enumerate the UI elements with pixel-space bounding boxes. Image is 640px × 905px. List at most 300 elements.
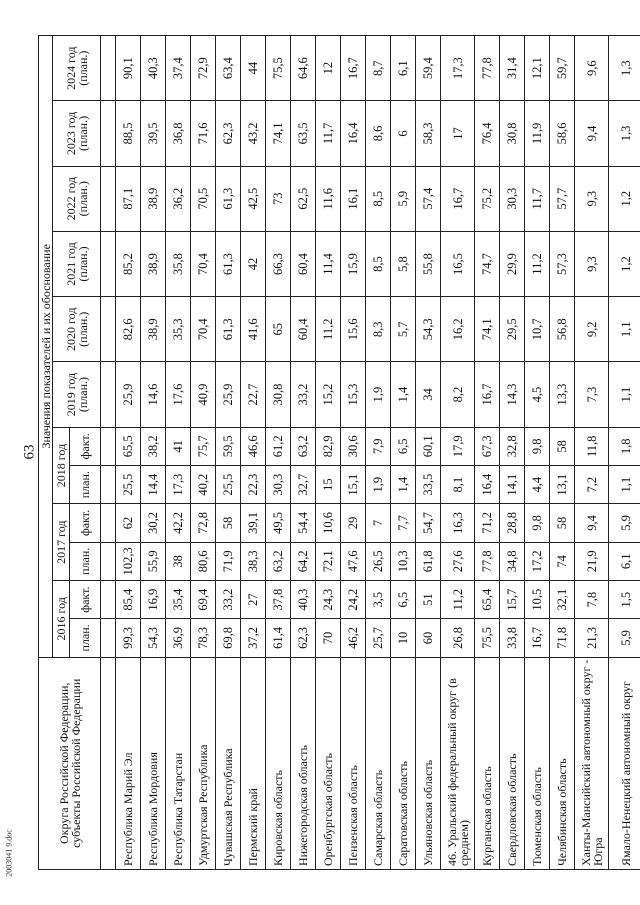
header-year-2020: 2020 год (план.)	[53, 297, 101, 362]
value-cell: 38,2	[141, 427, 166, 465]
value-cell: 6	[391, 101, 416, 166]
value-cell: 40,9	[191, 362, 216, 427]
value-cell: 62,3	[216, 101, 241, 166]
value-cell: 82,6	[116, 297, 141, 362]
value-cell: 17,3	[441, 36, 475, 101]
value-cell: 8,5	[366, 166, 391, 231]
value-cell: 8,3	[366, 297, 391, 362]
value-cell: 87,1	[116, 166, 141, 231]
region-name: Республика Мордовия	[141, 657, 166, 869]
value-cell: 8,2	[441, 362, 475, 427]
value-cell: 39,5	[141, 101, 166, 166]
value-cell: 61,3	[216, 297, 241, 362]
value-cell: 72,1	[316, 542, 341, 580]
table-row	[191, 36, 216, 870]
value-cell: 65,5	[116, 427, 141, 465]
header-row-1	[39, 36, 53, 870]
value-cell: 5,9	[391, 166, 416, 231]
value-cell: 11,2	[525, 231, 550, 296]
value-cell: 29,5	[500, 297, 525, 362]
value-cell: 40,3	[291, 580, 316, 618]
region-name: Саратовская область	[391, 657, 416, 869]
header-values-title: Значения показателей и их обоснование	[39, 36, 53, 658]
value-cell: 70,4	[191, 231, 216, 296]
region-name: Пермский край	[241, 657, 266, 869]
value-cell: 47,6	[341, 542, 366, 580]
table-row	[441, 36, 475, 870]
value-cell: 1,5	[609, 580, 640, 618]
value-cell: 8,7	[366, 36, 391, 101]
value-cell: 17	[441, 101, 475, 166]
value-cell: 90,1	[116, 36, 141, 101]
table-row	[141, 36, 166, 870]
value-cell: 9,8	[525, 504, 550, 542]
value-cell: 54,4	[291, 504, 316, 542]
value-cell: 16,1	[341, 166, 366, 231]
value-cell: 76,4	[475, 101, 500, 166]
region-name: 46. Уральский федеральный округ (в среднем)	[441, 657, 475, 869]
value-cell: 57,4	[416, 166, 441, 231]
value-cell: 7	[366, 504, 391, 542]
value-cell: 78,3	[191, 619, 216, 657]
value-cell: 46,6	[241, 427, 266, 465]
value-cell: 71,2	[475, 504, 500, 542]
value-cell: 85,2	[116, 231, 141, 296]
value-cell: 15,1	[341, 465, 366, 503]
value-cell: 17,3	[166, 465, 191, 503]
value-cell: 70	[316, 619, 341, 657]
value-cell: 99,3	[116, 619, 141, 657]
value-cell: 9,4	[575, 101, 609, 166]
value-cell: 74	[550, 542, 575, 580]
value-cell: 10,3	[391, 542, 416, 580]
value-cell: 7,3	[575, 362, 609, 427]
value-cell: 41,6	[241, 297, 266, 362]
value-cell: 17,9	[441, 427, 475, 465]
value-cell: 8,6	[366, 101, 391, 166]
value-cell: 30,8	[500, 101, 525, 166]
value-cell: 75,5	[266, 36, 291, 101]
value-cell: 8,5	[366, 231, 391, 296]
region-name: Кировская область	[266, 657, 291, 869]
value-cell: 16,9	[141, 580, 166, 618]
region-name: Тюменская область	[525, 657, 550, 869]
value-cell: 1,3	[609, 101, 640, 166]
value-cell: 58	[216, 504, 241, 542]
value-cell: 6,1	[609, 542, 640, 580]
value-cell: 38,9	[141, 297, 166, 362]
value-cell: 65,4	[475, 580, 500, 618]
value-cell: 14,3	[500, 362, 525, 427]
value-cell: 63,5	[291, 101, 316, 166]
value-cell: 1,8	[609, 427, 640, 465]
region-name: Самарская область	[366, 657, 391, 869]
value-cell: 77,8	[475, 542, 500, 580]
indicator-table	[38, 35, 640, 870]
value-cell: 46,2	[341, 619, 366, 657]
value-cell: 15,3	[341, 362, 366, 427]
value-cell: 5,9	[609, 619, 640, 657]
value-cell: 63,4	[216, 36, 241, 101]
value-cell: 39,1	[241, 504, 266, 542]
header-year-2016: 2016 год	[53, 580, 70, 657]
value-cell: 3,5	[366, 580, 391, 618]
value-cell: 37,2	[241, 619, 266, 657]
value-cell: 35,4	[166, 580, 191, 618]
table-row	[475, 36, 500, 870]
value-cell: 4,5	[525, 362, 550, 427]
value-cell: 25,9	[216, 362, 241, 427]
value-cell: 25,5	[116, 465, 141, 503]
value-cell: 35,3	[166, 297, 191, 362]
value-cell: 10,5	[525, 580, 550, 618]
value-cell: 15,9	[341, 231, 366, 296]
value-cell: 7,2	[575, 465, 609, 503]
table-row	[116, 36, 141, 870]
value-cell: 21,9	[575, 542, 609, 580]
value-cell: 33,2	[291, 362, 316, 427]
value-cell: 61,2	[266, 427, 291, 465]
table-row	[500, 36, 525, 870]
value-cell: 9,3	[575, 231, 609, 296]
value-cell: 70,4	[191, 297, 216, 362]
value-cell: 10,6	[316, 504, 341, 542]
table-row	[341, 36, 366, 870]
table-row	[609, 36, 640, 870]
value-cell: 67,3	[475, 427, 500, 465]
header-fact: факт.	[70, 580, 101, 618]
value-cell: 15	[316, 465, 341, 503]
header-year-2022: 2022 год (план.)	[53, 166, 101, 231]
value-cell: 74,7	[475, 231, 500, 296]
table-row	[216, 36, 241, 870]
value-cell: 30,3	[266, 465, 291, 503]
value-cell: 51	[416, 580, 441, 618]
value-cell: 34	[416, 362, 441, 427]
value-cell: 70,5	[191, 166, 216, 231]
value-cell: 38,9	[141, 166, 166, 231]
value-cell: 57,3	[550, 231, 575, 296]
value-cell: 11,9	[525, 101, 550, 166]
value-cell: 5,7	[391, 297, 416, 362]
value-cell: 11,7	[316, 101, 341, 166]
value-cell: 36,9	[166, 619, 191, 657]
value-cell: 11,6	[316, 166, 341, 231]
value-cell: 63,2	[266, 542, 291, 580]
value-cell: 40,3	[141, 36, 166, 101]
table-row	[266, 36, 291, 870]
value-cell: 61,8	[416, 542, 441, 580]
value-cell: 27	[241, 580, 266, 618]
value-cell: 37,4	[166, 36, 191, 101]
value-cell: 74,1	[266, 101, 291, 166]
value-cell: 16,7	[341, 36, 366, 101]
value-cell: 55,9	[141, 542, 166, 580]
page-number: 63	[21, 444, 38, 460]
value-cell: 54,3	[141, 619, 166, 657]
value-cell: 22,7	[241, 362, 266, 427]
value-cell: 62	[116, 504, 141, 542]
value-cell: 9,2	[575, 297, 609, 362]
value-cell: 63,2	[291, 427, 316, 465]
region-name: Челябинская область	[550, 657, 575, 869]
value-cell: 16,2	[441, 297, 475, 362]
value-cell: 24,2	[341, 580, 366, 618]
value-cell: 62,3	[291, 619, 316, 657]
value-cell: 85,4	[116, 580, 141, 618]
value-cell: 65	[266, 297, 291, 362]
value-cell: 16,5	[441, 231, 475, 296]
region-name: Ямало-Ненецкий автономный округ	[609, 657, 640, 869]
value-cell: 38	[166, 542, 191, 580]
value-cell: 61,4	[266, 619, 291, 657]
value-cell: 42,2	[166, 504, 191, 542]
value-cell: 82,9	[316, 427, 341, 465]
value-cell: 10	[391, 619, 416, 657]
header-year-2023: 2023 год (план.)	[53, 101, 101, 166]
value-cell: 55,8	[416, 231, 441, 296]
region-name: Удмуртская Республика	[191, 657, 216, 869]
value-cell: 9,3	[575, 166, 609, 231]
value-cell: 35,8	[166, 231, 191, 296]
value-cell: 59,5	[216, 427, 241, 465]
value-cell: 32,8	[500, 427, 525, 465]
value-cell: 69,8	[216, 619, 241, 657]
value-cell: 31,4	[500, 36, 525, 101]
value-cell: 16,3	[441, 504, 475, 542]
value-cell: 33,2	[216, 580, 241, 618]
value-cell: 44	[241, 36, 266, 101]
value-cell: 71,8	[550, 619, 575, 657]
value-cell: 54,3	[416, 297, 441, 362]
value-cell: 75,5	[475, 619, 500, 657]
value-cell: 15,6	[341, 297, 366, 362]
value-cell: 11,7	[525, 166, 550, 231]
header-year-2017: 2017 год	[53, 504, 70, 581]
value-cell: 42,5	[241, 166, 266, 231]
value-cell: 16,4	[341, 101, 366, 166]
value-cell: 33,8	[500, 619, 525, 657]
value-cell: 34,8	[500, 542, 525, 580]
value-cell: 9,4	[575, 504, 609, 542]
value-cell: 66,3	[266, 231, 291, 296]
value-cell: 49,5	[266, 504, 291, 542]
spacer-row	[101, 36, 116, 870]
value-cell: 54,7	[416, 504, 441, 542]
value-cell: 59,4	[416, 36, 441, 101]
value-cell: 11,4	[316, 231, 341, 296]
value-cell: 61,3	[216, 166, 241, 231]
value-cell: 11,2	[316, 297, 341, 362]
footer-filename: 2003041 9.doc	[4, 829, 14, 877]
value-cell: 29,9	[500, 231, 525, 296]
value-cell: 24,3	[316, 580, 341, 618]
value-cell: 16,4	[475, 465, 500, 503]
table-row	[575, 36, 609, 870]
table-row	[366, 36, 391, 870]
value-cell: 1,1	[609, 362, 640, 427]
value-cell: 58,3	[416, 101, 441, 166]
table-row	[391, 36, 416, 870]
value-cell: 1,2	[609, 166, 640, 231]
value-cell: 33,5	[416, 465, 441, 503]
value-cell: 61,3	[216, 231, 241, 296]
value-cell: 22,3	[241, 465, 266, 503]
value-cell: 1,4	[391, 362, 416, 427]
value-cell: 71,6	[191, 101, 216, 166]
value-cell: 6,5	[391, 427, 416, 465]
value-cell: 1,3	[609, 36, 640, 101]
region-name: Республика Марий Эл	[116, 657, 141, 869]
region-name: Республика Татарстан	[166, 657, 191, 869]
value-cell: 42	[241, 231, 266, 296]
table-row	[241, 36, 266, 870]
value-cell: 60,1	[416, 427, 441, 465]
value-cell: 1,1	[609, 465, 640, 503]
value-cell: 58	[550, 504, 575, 542]
value-cell: 5,9	[609, 504, 640, 542]
value-cell: 1,2	[609, 231, 640, 296]
value-cell: 4,4	[525, 465, 550, 503]
value-cell: 58,6	[550, 101, 575, 166]
value-cell: 11,2	[441, 580, 475, 618]
value-cell: 30,2	[141, 504, 166, 542]
region-name: Курганская область	[475, 657, 500, 869]
value-cell: 59,7	[550, 36, 575, 101]
value-cell: 11,8	[575, 427, 609, 465]
value-cell: 32,7	[291, 465, 316, 503]
value-cell: 1,4	[391, 465, 416, 503]
value-cell: 14,1	[500, 465, 525, 503]
region-name: Оренбургская область	[316, 657, 341, 869]
table-row	[166, 36, 191, 870]
value-cell: 25,5	[216, 465, 241, 503]
value-cell: 1,1	[609, 297, 640, 362]
value-cell: 13,1	[550, 465, 575, 503]
value-cell: 58	[550, 427, 575, 465]
value-cell: 21,3	[575, 619, 609, 657]
value-cell: 16,7	[525, 619, 550, 657]
value-cell: 38,3	[241, 542, 266, 580]
value-cell: 25,7	[366, 619, 391, 657]
header-year-2019: 2019 год (план.)	[53, 362, 101, 427]
value-cell: 7,8	[575, 580, 609, 618]
header-year-2018: 2018 год	[53, 427, 70, 504]
value-cell: 16,7	[441, 166, 475, 231]
value-cell: 15,2	[316, 362, 341, 427]
value-cell: 57,7	[550, 166, 575, 231]
header-region: Округа Российской Федерации, субъекты Российской Федерации	[39, 657, 101, 869]
region-name: Пензенская область	[341, 657, 366, 869]
value-cell: 12	[316, 36, 341, 101]
table-row	[316, 36, 341, 870]
value-cell: 7,7	[391, 504, 416, 542]
value-cell: 16,7	[475, 362, 500, 427]
value-cell: 40,2	[191, 465, 216, 503]
table-row	[550, 36, 575, 870]
value-cell: 12,1	[525, 36, 550, 101]
value-cell: 10,7	[525, 297, 550, 362]
value-cell: 17,6	[166, 362, 191, 427]
header-year-2021: 2021 год (план.)	[53, 231, 101, 296]
table-body	[101, 36, 640, 870]
header-plan: план.	[70, 542, 101, 580]
value-cell: 69,4	[191, 580, 216, 618]
value-cell: 88,5	[116, 101, 141, 166]
region-name: Ханты-Мансийский автономный округ - Югра	[575, 657, 609, 869]
header-plan: план.	[70, 465, 101, 503]
header-year-2024: 2024 год (план.)	[53, 36, 101, 101]
value-cell: 1,9	[366, 362, 391, 427]
header-fact: факт.	[70, 427, 101, 465]
region-name: Чувашская Республика	[216, 657, 241, 869]
table-row	[291, 36, 316, 870]
value-cell: 38,9	[141, 231, 166, 296]
value-cell: 36,2	[166, 166, 191, 231]
value-cell: 64,6	[291, 36, 316, 101]
value-cell: 7,9	[366, 427, 391, 465]
value-cell: 26,8	[441, 619, 475, 657]
value-cell: 28,8	[500, 504, 525, 542]
header-fact: факт.	[70, 504, 101, 542]
value-cell: 75,7	[191, 427, 216, 465]
value-cell: 75,2	[475, 166, 500, 231]
value-cell: 71,9	[216, 542, 241, 580]
value-cell: 73	[266, 166, 291, 231]
value-cell: 72,9	[191, 36, 216, 101]
value-cell: 72,8	[191, 504, 216, 542]
value-cell: 13,3	[550, 362, 575, 427]
value-cell: 102,3	[116, 542, 141, 580]
value-cell: 26,5	[366, 542, 391, 580]
value-cell: 14,4	[141, 465, 166, 503]
value-cell: 25,9	[116, 362, 141, 427]
region-name: Свердловская область	[500, 657, 525, 869]
value-cell: 30,3	[500, 166, 525, 231]
value-cell: 6,1	[391, 36, 416, 101]
value-cell: 60,4	[291, 297, 316, 362]
value-cell: 17,2	[525, 542, 550, 580]
value-cell: 30,6	[341, 427, 366, 465]
value-cell: 80,6	[191, 542, 216, 580]
value-cell: 9,6	[575, 36, 609, 101]
value-cell: 6,5	[391, 580, 416, 618]
value-cell: 74,1	[475, 297, 500, 362]
value-cell: 77,8	[475, 36, 500, 101]
value-cell: 60	[416, 619, 441, 657]
value-cell: 43,2	[241, 101, 266, 166]
value-cell: 27,6	[441, 542, 475, 580]
table-row	[416, 36, 441, 870]
value-cell: 32,1	[550, 580, 575, 618]
rotated-table-container	[38, 35, 633, 870]
value-cell: 37,8	[266, 580, 291, 618]
value-cell: 60,4	[291, 231, 316, 296]
value-cell: 29	[341, 504, 366, 542]
value-cell: 14,6	[141, 362, 166, 427]
table-row	[525, 36, 550, 870]
value-cell: 30,8	[266, 362, 291, 427]
value-cell: 64,2	[291, 542, 316, 580]
value-cell: 62,5	[291, 166, 316, 231]
region-name: Нижегородская область	[291, 657, 316, 869]
region-name: Ульяновская область	[416, 657, 441, 869]
value-cell: 8,1	[441, 465, 475, 503]
value-cell: 15,7	[500, 580, 525, 618]
value-cell: 41	[166, 427, 191, 465]
value-cell: 9,8	[525, 427, 550, 465]
value-cell: 1,9	[366, 465, 391, 503]
